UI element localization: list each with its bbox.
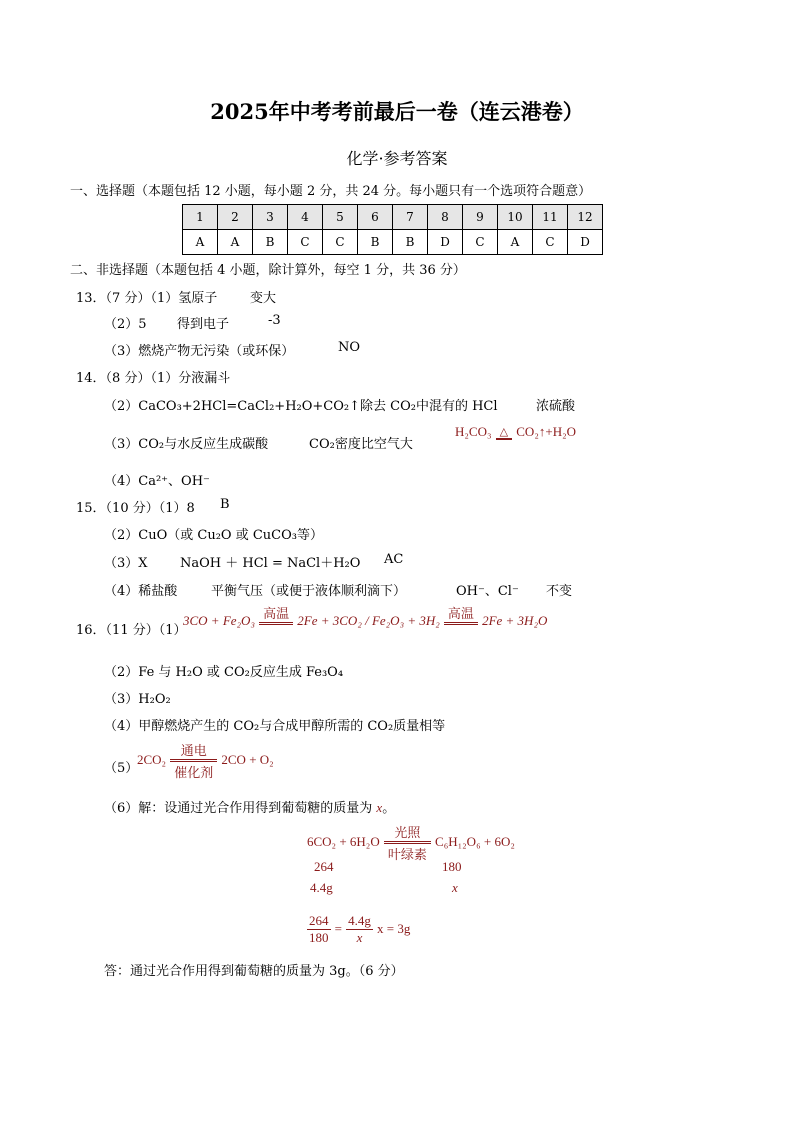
- qnum-cell: 6: [358, 205, 393, 230]
- eq1-middle: 2Fe + 3CO₂ / Fe₂O₃ + 3H₂: [297, 613, 440, 628]
- answer-cell: C: [288, 230, 323, 255]
- qnum-cell: 4: [288, 205, 323, 230]
- answer-cell: D: [568, 230, 603, 255]
- page-title: 2025年中考考前最后一卷（连云港卷）: [210, 99, 584, 124]
- molar-mass-glucose: 180: [442, 859, 462, 874]
- calc-condition: [384, 822, 431, 863]
- q14-line3-b: CO₂密度比空气大: [309, 437, 413, 452]
- q14-line2-c: 浓硫酸: [536, 399, 576, 414]
- q16-line6-end: 。: [382, 801, 396, 816]
- page-subtitle: 化学·参考答案: [346, 149, 448, 168]
- qnum-cell: 7: [393, 205, 428, 230]
- q13-line2-b: 得到电子: [177, 317, 230, 332]
- q14-line1: 14．（8 分）（1）分液漏斗: [76, 371, 231, 386]
- q13-line1-a: 13．（7 分）（1）氢原子: [76, 291, 218, 306]
- answer-cell: B: [358, 230, 393, 255]
- q14-line3-a: （3）CO₂与水反应生成碳酸: [104, 437, 269, 452]
- q15-line1-a: 15．（10 分）（1）8: [76, 501, 195, 516]
- q16-line5: （5）: [104, 761, 139, 776]
- q13-line3-b: NO: [338, 340, 361, 355]
- q14-line2-b: 除去 CO₂中混有的 HCl: [360, 399, 498, 414]
- q16-co2-electrolysis-equation: [137, 740, 274, 781]
- q13-line2-a: （2）5: [104, 317, 147, 332]
- q16-line6-text: （6）解：设通过光合作用得到葡萄糖的质量为: [104, 801, 373, 816]
- q16-line6-var: x: [376, 800, 383, 815]
- heat-symbol: △: [496, 425, 512, 440]
- answer-cell: D: [428, 230, 463, 255]
- answer-cell: C: [533, 230, 568, 255]
- eq5-products: 2CO + O₂: [221, 752, 274, 767]
- q15-line3-a: （3）X: [104, 556, 148, 571]
- molar-mass-co2: 264: [314, 859, 334, 874]
- qnum-cell: 1: [183, 205, 218, 230]
- q15-line3-c: AC: [384, 552, 404, 567]
- electrify-label: 通电: [170, 740, 217, 762]
- answer-cell: A: [218, 230, 253, 255]
- light-label: 光照: [384, 822, 431, 844]
- eq-condition: [496, 425, 512, 440]
- high-temp-label: 高温: [259, 603, 293, 625]
- eq1-reactants: 3CO + Fe₂O₃: [183, 613, 255, 628]
- qnum-cell: 10: [498, 205, 533, 230]
- q14-decomposition-equation: [455, 424, 576, 440]
- q15-line2: （2）CuO（或 Cu₂O 或 CuCO₃等）: [104, 528, 323, 543]
- given-mass: 4.4g: [310, 880, 333, 895]
- qnum-cell: 9: [463, 205, 498, 230]
- q15-line4-b: 平衡气压（或便于液体顺利滴下）: [211, 584, 407, 599]
- section-nonchoice-heading: 二、非选择题（本题包括 4 小题，除计算外，每空 1 分，共 36 分）: [70, 263, 466, 278]
- q16-line1: 16．（11 分）（1）: [76, 623, 187, 638]
- q13-line3-a: （3）燃烧产物无污染（或环保）: [104, 344, 295, 359]
- unknown-mass: x: [452, 880, 458, 895]
- answer-table: [182, 204, 603, 255]
- proportion-result: x = 3g: [377, 921, 411, 936]
- eq1-condition: [259, 603, 293, 640]
- catalyst-label: 催化剂: [174, 765, 214, 780]
- high-temp-label: 高温: [444, 603, 478, 625]
- answer-cell: C: [463, 230, 498, 255]
- calc-products: C₆H₁₂O₆ + 6O₂: [435, 834, 515, 849]
- q15-line1-b: B: [220, 497, 230, 512]
- photosynthesis-equation: [307, 822, 515, 863]
- answer-table-answers-row: [183, 230, 603, 255]
- eq-products: CO₂↑+H₂O: [516, 424, 576, 439]
- q13-line1-b: 变大: [250, 291, 277, 306]
- q15-line3-b: NaOH ＋ HCl = NaCl＋H₂O: [180, 556, 361, 571]
- qnum-cell: 3: [253, 205, 288, 230]
- q15-line4-c: OH⁻、Cl⁻: [456, 584, 519, 599]
- qnum-cell: 8: [428, 205, 463, 230]
- q16-line3: （3）H₂O₂: [104, 692, 171, 707]
- q16-reduction-equations: [183, 603, 547, 640]
- q16-answer: 答：通过光合作用得到葡萄糖的质量为 3g。（6 分）: [104, 964, 404, 979]
- proportion-equation: $\frac{264}{180}$ = $\frac{4.4g}{x}$ x = 3g: [309, 913, 411, 945]
- chlorophyll-label: 叶绿素: [387, 847, 427, 862]
- eq2-products: 2Fe + 3H₂O: [482, 613, 548, 628]
- q16-line4: （4）甲醇燃烧产生的 CO₂与合成甲醇所需的 CO₂质量相等: [104, 719, 446, 734]
- q14-line2-a: （2）CaCO₃+2HCl=CaCl₂+H₂O+CO₂↑: [104, 399, 360, 414]
- q16-line6: [104, 797, 395, 816]
- qnum-cell: 2: [218, 205, 253, 230]
- fraction-1: $\frac{264}{180}$: [309, 913, 329, 945]
- q14-line4: （4）Ca²⁺、OH⁻: [104, 474, 210, 489]
- eq2-condition: [444, 603, 478, 640]
- qnum-cell: 11: [533, 205, 568, 230]
- q15-line4-d: 不变: [546, 584, 573, 599]
- answer-cell: A: [498, 230, 533, 255]
- answer-cell: B: [393, 230, 428, 255]
- qnum-cell: 12: [568, 205, 603, 230]
- eq-reactant: H₂CO₃: [455, 424, 492, 439]
- answer-cell: A: [183, 230, 218, 255]
- calc-reactants: 6CO₂ + 6H₂O: [307, 834, 380, 849]
- eq5-reactant: 2CO₂: [137, 752, 167, 767]
- answer-table-numbers-row: [183, 205, 603, 230]
- eq5-condition: [170, 740, 217, 781]
- qnum-cell: 5: [323, 205, 358, 230]
- section-choice-heading: 一、选择题（本题包括 12 小题，每小题 2 分，共 24 分。每小题只有一个选项符合题意）: [70, 184, 592, 199]
- q16-line2: （2）Fe 与 H₂O 或 CO₂反应生成 Fe₃O₄: [104, 665, 344, 680]
- fraction-2: $\frac{4.4g}{x}$: [348, 913, 371, 945]
- q13-line2-c: -3: [268, 313, 281, 328]
- answer-cell: B: [253, 230, 288, 255]
- q15-line4-a: （4）稀盐酸: [104, 584, 178, 599]
- answer-cell: C: [323, 230, 358, 255]
